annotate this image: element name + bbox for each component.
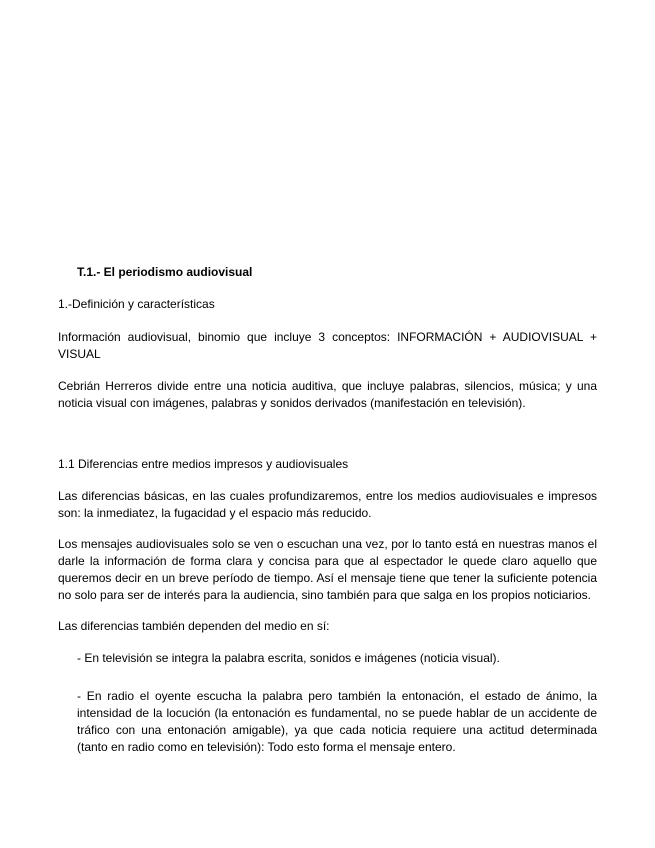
section-heading-definicion: 1.-Definición y características — [58, 297, 215, 311]
paragraph-cebrian-herreros: Cebrián Herreros divide entre una noticia auditiva, que incluye palabras, silencios, música; y una noticia visual con imágenes, palabras y sonidos derivados (manifestación en televisión). — [58, 379, 597, 410]
section-heading-diferencias: 1.1 Diferencias entre medios impresos y audiovisuales — [58, 457, 349, 471]
paragraph-mensajes-audiovisuales: Los mensajes audiovisuales solo se ven o escuchan una vez, por lo tanto está en nuestras manos el darle la información de forma clara y concisa para que al espectador le quede claro aquello que queremos decir en un breve período de tiempo. Así el mensaje tiene que tener la suficiente potencia no solo para ser de interés para la audiencia, sino también para que salga en los propios noticiarios. — [58, 537, 597, 602]
paragraph-informacion-audiovisual: Información audiovisual, binomio que incluye 3 conceptos: INFORMACIÓN + AUDIOVISUAL + VISUAL — [58, 330, 597, 361]
paragraph-diferencias-medio: Las diferencias también dependen del medio en sí: — [58, 619, 330, 633]
document-title: T.1.- El periodismo audiovisual — [77, 265, 253, 279]
list-item-radio: - En radio el oyente escucha la palabra pero también la entonación, el estado de ánimo, la intensidad de la locución (la entonación es fundamental, no se puede hablar de un accidente de tráfico con una entonación amigable), ya que cada noticia requiere una actitud determinada (tanto en radio como en televisión): Todo esto forma el mensaje entero. — [77, 689, 597, 754]
paragraph-diferencias-basicas: Las diferencias básicas, en las cuales profundizaremos, entre los medios audiovisuales e impresos son: la inmediatez, la fugacidad y el espacio más reducido. — [58, 489, 597, 520]
list-item-television: - En televisión se integra la palabra escrita, sonidos e imágenes (noticia visual). — [77, 651, 500, 665]
